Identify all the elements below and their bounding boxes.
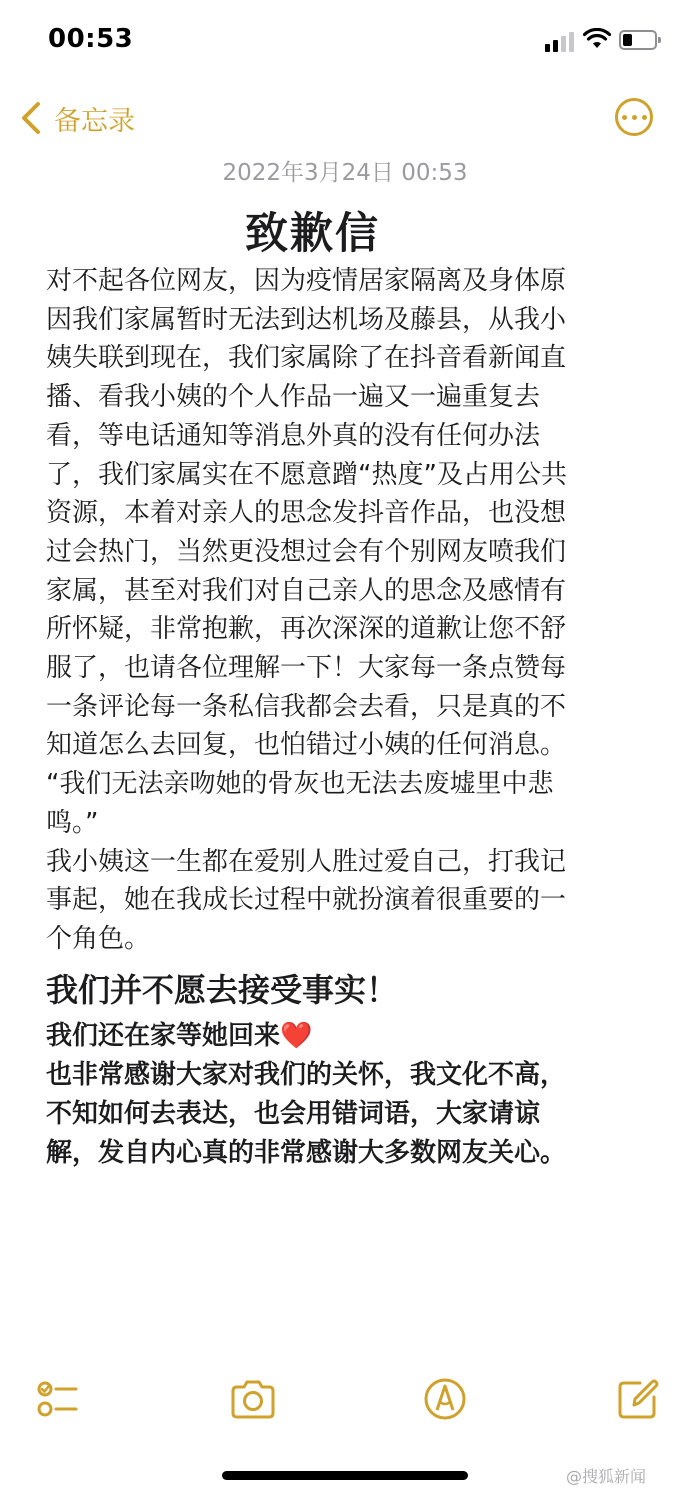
cellular-signal-icon bbox=[545, 30, 575, 52]
waiting-text: 我们还在家等她回来 bbox=[46, 1020, 281, 1051]
note-paragraph: 我小姨这一生都在爱别人胜过爱自己，打我记 事起，她在我成长过程中就扮演着很重要的一 个角色。 bbox=[46, 846, 567, 954]
note-title: 致歉信 bbox=[245, 209, 380, 259]
note-closing: 也非常感谢大家对我们的关怀，我文化不高， 不知如何去表达，也会用错词语，大家请谅 解，发自内心真的非常感谢大多数网友关心。 bbox=[46, 1059, 567, 1168]
compose-button[interactable] bbox=[614, 1375, 662, 1423]
compose-icon bbox=[614, 1375, 662, 1423]
status-time: 00:53 bbox=[48, 24, 134, 54]
markup-button[interactable] bbox=[421, 1375, 469, 1423]
battery-icon bbox=[619, 30, 657, 50]
camera-icon bbox=[229, 1375, 277, 1423]
note-waiting-line bbox=[46, 1017, 646, 1056]
note-date: 2022年3月24日 00:53 bbox=[222, 160, 468, 186]
wifi-icon bbox=[583, 28, 611, 50]
back-button-label: 备忘录 bbox=[54, 105, 135, 137]
note-paragraph: 对不起各位网友，因为疫情居家隔离及身体原 因我们家属暂时无法到达机场及藤县，从我小 姨失联到现在，我们家属除了在抖音看新闻直 播、看我小姨的个人作品一遍又一遍重复去 看，等电话通知等消息外真的没有任何办法 了，我们家属实在不愿意蹭“热度”及占用公共 资源，本着对亲人的思念发抖音作品，也没想 过会热门，当然更没想过会有个别网友喷我们 家属，甚至对我们对自己亲人的思念及感情有 所怀疑，非常抱歉，再次深深的道歉让您不舒 服了，也请各位理解一下！大家每一条点赞每 一条评论每一条私信我都会去看，只是真的不 知道怎么去回复，也怕错过小姨的任何消息。 “我们无法亲吻她的骨灰也无法去废墟里中悲 鸣。” bbox=[46, 266, 567, 838]
checklist-icon bbox=[34, 1375, 82, 1423]
markup-pen-icon bbox=[421, 1375, 469, 1423]
status-bar bbox=[0, 0, 690, 82]
back-button[interactable] bbox=[20, 92, 135, 144]
camera-button[interactable] bbox=[229, 1375, 277, 1423]
watermark: @搜狐新闻 bbox=[566, 1467, 647, 1486]
note-headline: 我们并不愿去接受事实！ bbox=[46, 970, 399, 1009]
chevron-left-icon bbox=[20, 101, 42, 135]
heart-icon: ❤️ bbox=[280, 1020, 313, 1051]
bottom-toolbar bbox=[0, 1375, 690, 1435]
checklist-button[interactable] bbox=[34, 1375, 82, 1423]
note-body[interactable] bbox=[46, 262, 646, 1173]
home-indicator[interactable] bbox=[222, 1471, 468, 1480]
navigation-bar bbox=[0, 92, 690, 144]
ellipsis-circle-icon[interactable] bbox=[615, 98, 653, 136]
